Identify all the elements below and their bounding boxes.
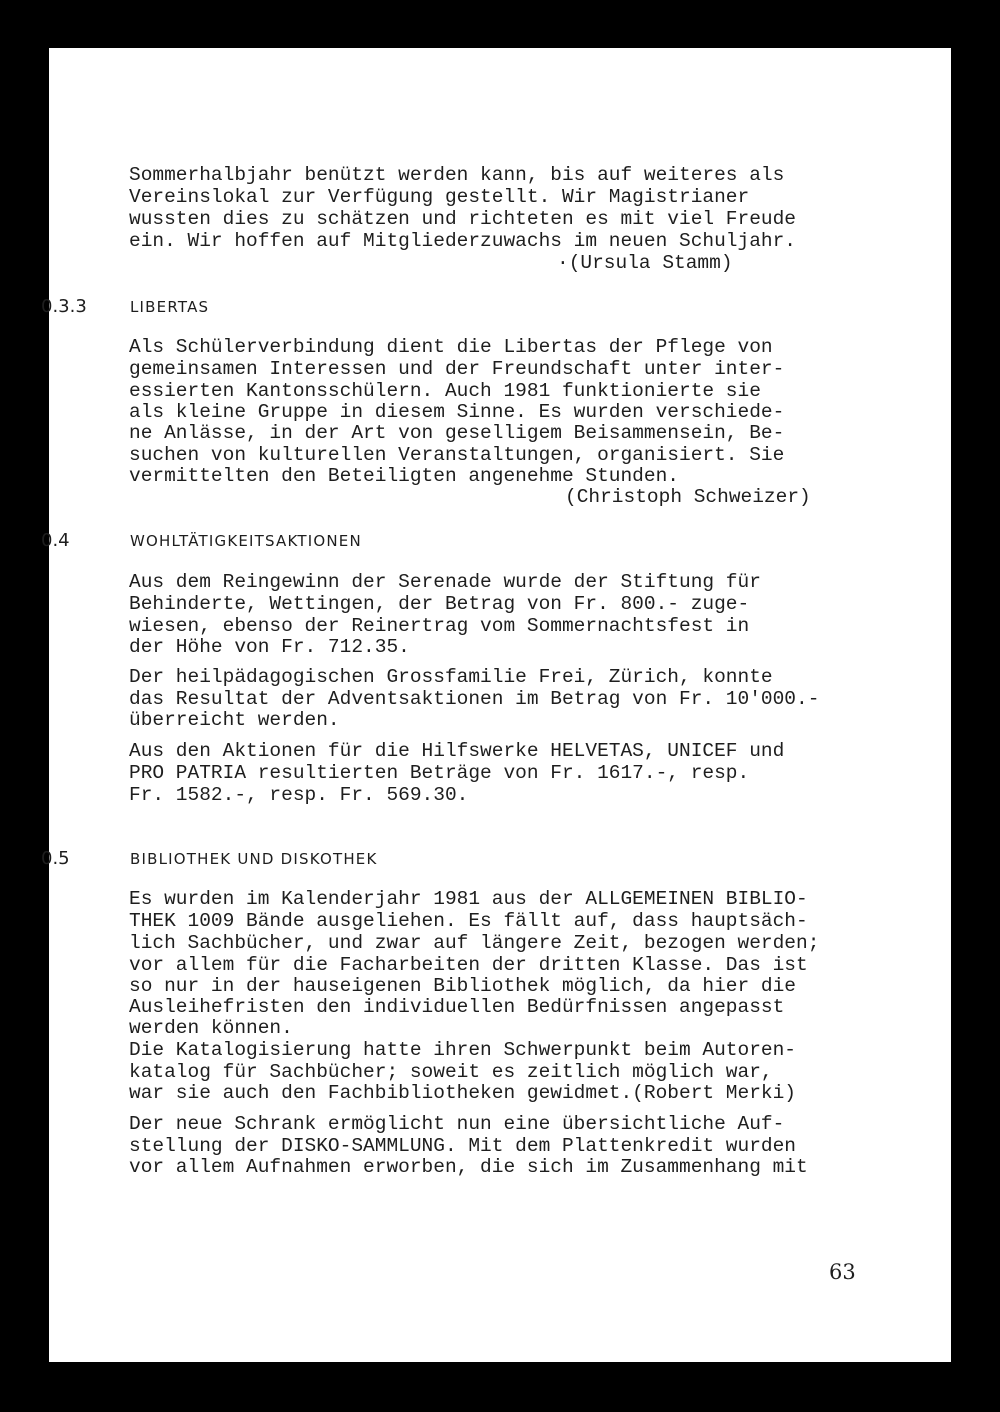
section-number: 0.4 xyxy=(41,530,70,551)
text-line: der Höhe von Fr. 712.35. xyxy=(129,636,410,658)
text-line: ein. Wir hoffen auf Mitgliederzuwachs im neuen Schuljahr. xyxy=(129,230,797,252)
text-line: Behinderte, Wettingen, der Betrag von Fr. 800.- zuge- xyxy=(129,593,750,615)
text-line: Ausleihefristen den individuellen Bedürfnissen angepasst xyxy=(129,996,785,1018)
text-line: als kleine Gruppe in diesem Sinne. Es wurden verschiede- xyxy=(129,401,785,423)
text-line: ne Anlässe, in der Art von geselligem Beisammensein, Be- xyxy=(129,422,785,444)
document-page xyxy=(41,48,951,1362)
section-title: WOHLTÄTIGKEITSAKTIONEN xyxy=(130,532,362,550)
text-line: gemeinsamen Interessen und der Freundschaft unter inter- xyxy=(129,358,785,380)
text-line: lich Sachbücher, und zwar auf längere Zeit, bezogen werden; xyxy=(129,932,820,954)
text-line: vor allem Aufnahmen erworben, die sich im Zusammenhang mit xyxy=(129,1156,808,1178)
text-line: vor allem für die Facharbeiten der dritten Klasse. Das ist xyxy=(129,954,808,976)
text-line: vermittelten den Beteiligten angenehme Stunden. xyxy=(129,465,679,487)
section-title: LIBERTAS xyxy=(130,298,210,316)
text-line: Der heilpädagogischen Grossfamilie Frei, Zürich, konnte xyxy=(129,666,773,688)
text-line: Aus dem Reingewinn der Serenade wurde der Stiftung für xyxy=(129,571,761,593)
text-line: so nur in der hauseigenen Bibliothek möglich, da hier die xyxy=(129,975,797,997)
text-line: Sommerhalbjahr benützt werden kann, bis auf weiteres als xyxy=(129,164,785,186)
text-line: überreicht werden. xyxy=(129,709,340,731)
text-line: das Resultat der Adventsaktionen im Betrag von Fr. 10'000.- xyxy=(129,688,820,710)
text-line: Als Schülerverbindung dient die Libertas der Pflege von xyxy=(129,336,773,358)
section-number: 0.3.3 xyxy=(41,296,87,317)
text-line: Fr. 1582.-, resp. Fr. 569.30. xyxy=(129,784,469,806)
text-line: Es wurden im Kalenderjahr 1981 aus der ALLGEMEINEN BIBLIO- xyxy=(129,888,808,910)
author-signature: (Christoph Schweizer) xyxy=(565,486,811,508)
text-line: Vereinslokal zur Verfügung gestellt. Wir Magistrianer xyxy=(129,186,750,208)
text-line: PRO PATRIA resultierten Beträge von Fr. 1617.-, resp. xyxy=(129,762,750,784)
text-line: katalog für Sachbücher; soweit es zeitlich möglich war, xyxy=(129,1061,773,1083)
text-line: war sie auch den Fachbibliotheken gewidmet.(Robert Merki) xyxy=(129,1082,797,1104)
text-line: essierten Kantonsschülern. Auch 1981 funktionierte sie xyxy=(129,380,761,402)
text-line: wussten dies zu schätzen und richteten es mit viel Freude xyxy=(129,208,797,230)
text-line: stellung der DISKO-SAMMLUNG. Mit dem Plattenkredit wurden xyxy=(129,1135,797,1157)
author-signature: ·(Ursula Stamm) xyxy=(557,252,733,274)
text-line: suchen von kulturellen Veranstaltungen, organisiert. Sie xyxy=(129,444,785,466)
page-number: 63 xyxy=(829,1260,856,1284)
text-line: werden können. xyxy=(129,1017,293,1039)
section-number: 0.5 xyxy=(41,848,70,869)
text-line: THEK 1009 Bände ausgeliehen. Es fällt auf, dass hauptsäch- xyxy=(129,910,808,932)
text-line: Die Katalogisierung hatte ihren Schwerpunkt beim Autoren- xyxy=(129,1039,797,1061)
text-line: wiesen, ebenso der Reinertrag vom Sommernachtsfest in xyxy=(129,615,750,637)
section-title: BIBLIOTHEK UND DISKOTHEK xyxy=(130,850,378,868)
text-line: Aus den Aktionen für die Hilfswerke HELVETAS, UNICEF und xyxy=(129,740,785,762)
text-line: Der neue Schrank ermöglicht nun eine übersichtliche Auf- xyxy=(129,1113,785,1135)
